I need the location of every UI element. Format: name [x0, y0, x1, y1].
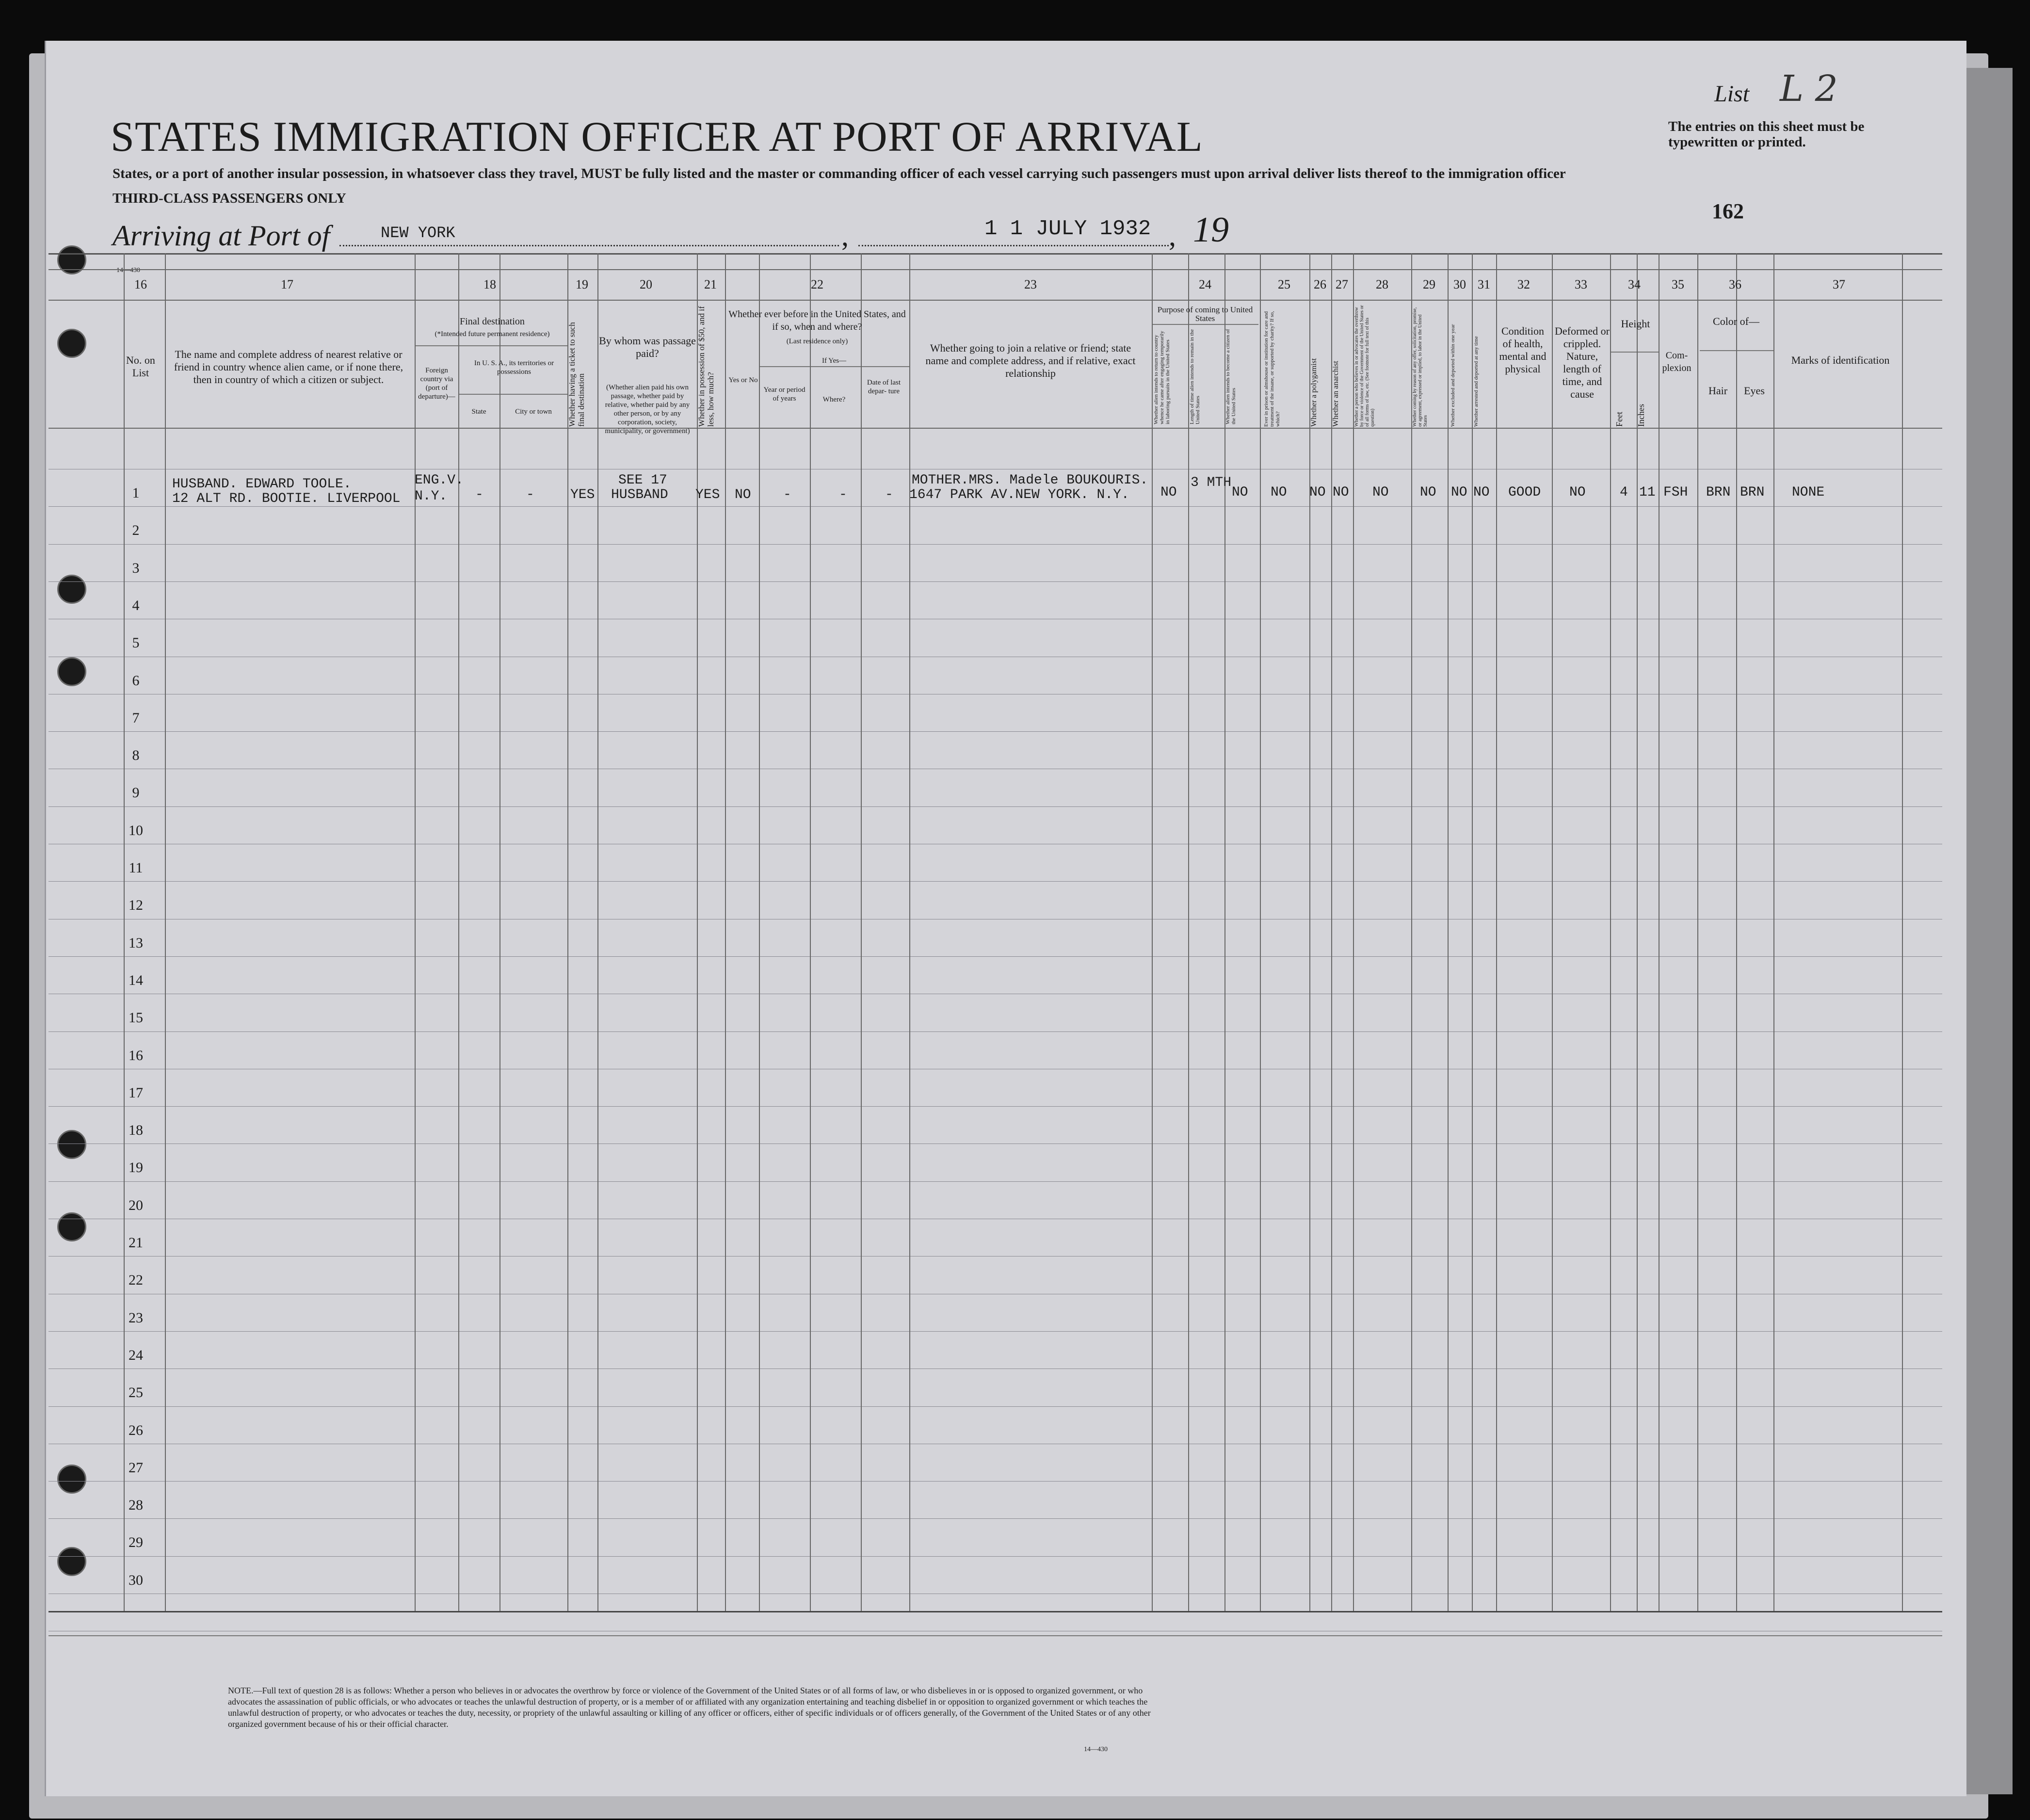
column-rule	[1331, 253, 1332, 1611]
header-overthrow: Whether a person who believes in or advocates the overthrow by force or violence of the Government of the United States or of all forms of law, etc. (See footnote for full text of this question)	[1354, 305, 1375, 427]
year-prefix: 19	[1193, 210, 1229, 250]
row-number: 9	[132, 785, 140, 801]
column-rule	[1188, 253, 1189, 1611]
header-final-destination-note: (*Intended future permanent residence)	[435, 330, 550, 338]
row-number: 26	[129, 1422, 143, 1438]
row-number: 20	[129, 1197, 143, 1213]
entry-ticket: YES	[570, 487, 595, 502]
entry-state: -	[475, 487, 483, 502]
entry-deformed: NO	[1569, 485, 1586, 500]
entry-offer: NO	[1420, 485, 1436, 500]
header-join-relative: Whether going to join a relative or friend; state name and complete address, and if relative, exact relationship	[925, 342, 1136, 379]
header-labor-offer: Whether coming by reason of any offer, solicitation, promise, or agreement, expressed or implied, to labor in the United States	[1412, 307, 1428, 427]
list-label: List	[1714, 81, 1750, 107]
entry-paid-by: SEE 17	[618, 473, 667, 488]
column-rule	[909, 253, 910, 1611]
column-number: 22	[811, 277, 823, 291]
entry-return: NO	[1160, 485, 1177, 500]
header-list-no: No. on List	[126, 354, 155, 379]
column-rule	[1260, 253, 1261, 1611]
header-purpose: Purpose of coming to United States	[1157, 305, 1253, 323]
row-number: 10	[129, 822, 143, 838]
entry-relative-name: HUSBAND. EDWARD TOOLE.	[172, 477, 352, 492]
column-rule	[499, 253, 500, 1611]
comma-separator: ,	[841, 220, 849, 252]
header-intends-return: Whether alien intends to return to country whence he came after engaging temporarily in laboring pursuits in the United States	[1153, 331, 1171, 424]
header-arrested: Whether arrested and deported at any time	[1473, 336, 1479, 427]
column-number: 37	[1833, 277, 1845, 291]
row-number: 21	[129, 1235, 143, 1251]
page-number: 162	[1712, 199, 1744, 223]
entry-polygamist: NO	[1309, 485, 1326, 500]
row-number: 30	[129, 1572, 143, 1588]
entry-citizen: NO	[1232, 485, 1248, 500]
manifest-sheet	[45, 41, 1966, 1796]
entry-complexion: FSH	[1663, 485, 1688, 500]
column-rule	[415, 253, 416, 1611]
arriving-label: Arriving at Port of	[113, 220, 330, 252]
row-number: 1	[132, 485, 140, 501]
column-number: 20	[640, 277, 652, 291]
header-anarchist: Whether an anarchist	[1332, 361, 1340, 427]
binder-hole	[57, 1212, 86, 1241]
row-number: 8	[132, 747, 140, 763]
subheader-rule	[1611, 352, 1659, 353]
column-rule	[1496, 253, 1497, 1611]
column-rule	[1552, 253, 1553, 1611]
entry-relative-address: 12 ALT RD. BOOTIE. LIVERPOOL	[172, 491, 401, 506]
entry-marks: NONE	[1792, 485, 1825, 500]
binder-hole	[57, 1465, 86, 1494]
row-number: 16	[129, 1047, 143, 1063]
row-number: 24	[129, 1347, 143, 1363]
column-number: 34	[1628, 277, 1641, 291]
entry-length: 3 MTH	[1191, 475, 1232, 490]
entry-eyes: BRN	[1740, 485, 1765, 500]
header-deformed: Deformed or crippled. Nature, length of time, and cause	[1554, 325, 1610, 400]
entry-foreign-country: ENG.V.	[415, 473, 464, 488]
column-number: 25	[1278, 277, 1290, 291]
row-number: 29	[129, 1534, 143, 1550]
column-number: 35	[1672, 277, 1684, 291]
column-rule	[567, 253, 568, 1611]
column-rule	[725, 253, 726, 1611]
column-number: 33	[1575, 277, 1587, 291]
row-number: 15	[129, 1010, 143, 1026]
header-complexion: Com- plexion	[1662, 350, 1692, 373]
class-line: THIRD-CLASS PASSENGERS ONLY	[113, 191, 346, 206]
row-number: 19	[129, 1160, 143, 1176]
form-bottom-rule-2	[48, 1635, 1942, 1636]
row-number: 6	[132, 673, 140, 689]
header-inches: Inches	[1636, 404, 1646, 427]
column-rule	[1902, 253, 1903, 1611]
column-number: 30	[1453, 277, 1466, 291]
entry-before-date: -	[885, 487, 893, 502]
binder-hole	[57, 245, 86, 274]
column-number: 21	[704, 277, 717, 291]
header-length-of-stay: Length of time alien intends to remain in the United States	[1189, 329, 1201, 424]
binder-hole	[57, 575, 86, 604]
subheader-rule	[759, 366, 909, 367]
entry-prison: NO	[1271, 485, 1287, 500]
header-polygamist: Whether a polygamist	[1310, 358, 1318, 427]
column-rule	[1637, 253, 1638, 1611]
entry-hair: BRN	[1706, 485, 1731, 500]
column-rule	[861, 253, 862, 1611]
page-title: STATES IMMIGRATION OFFICER AT PORT OF ARRIVAL	[111, 113, 1203, 161]
column-rule	[759, 253, 760, 1611]
header-marks: Marks of identification	[1791, 354, 1890, 366]
port-value: NEW YORK	[381, 224, 455, 242]
entry-anarchist: NO	[1333, 485, 1349, 500]
header-eyes: Eyes	[1744, 385, 1765, 397]
row-number: 11	[129, 860, 143, 876]
column-rule	[1448, 253, 1449, 1611]
footnote: NOTE.—Full text of question 28 is as follows: Whether a person who believes in or advocates the overthrow by force or violence of the Government of the United States or of all forms of law, or who disbelieves in or is opposed to organized government, or who advocates the assassination of public officials, or who advocates or teaches the unlawful destruction of property, or is a member of or affiliated with any organization entertaining and teaching disbelief in or opposition to organized government or which teaches the unlawful destruction of property, or who advocates or teaches the duty, necessity, or propriety of the unlawful assaulting or killing of any officer or officers, either of specific individuals or of officers generally, of the Government of the United States or of any other organized government because of his or their official character.	[228, 1686, 1151, 1729]
entry-fifty: YES	[695, 487, 720, 502]
row-number: 22	[129, 1272, 143, 1288]
column-rule	[1152, 253, 1153, 1611]
row-number: 27	[129, 1460, 143, 1476]
header-ever-before: Whether ever before in the United States, and if so, when and where?	[728, 309, 906, 332]
header-relative: The name and complete address of nearest relative or friend in country whence alien came, or if none there, then in country of which a citizen or subject.	[174, 348, 403, 386]
header-state: State	[471, 408, 486, 416]
column-number: 18	[483, 277, 496, 291]
column-rule	[165, 253, 166, 1611]
entry-excluded: NO	[1451, 485, 1467, 500]
binder-hole	[57, 657, 86, 686]
row-number: 17	[129, 1085, 143, 1101]
header-if-yes: If Yes—	[822, 357, 846, 365]
column-rule	[597, 253, 598, 1611]
column-rule	[1736, 253, 1737, 1611]
row-number: 7	[132, 710, 140, 726]
header-passage-paid: By whom was passage paid?	[599, 335, 696, 359]
header-foreign-country: Foreign country via (port of departure)—	[418, 367, 455, 401]
header-departure-date: Date of last depar- ture	[867, 379, 901, 395]
row-number: 25	[129, 1385, 143, 1401]
column-number: 28	[1376, 277, 1388, 291]
header-excluded: Whether excluded and deported within one year	[1450, 324, 1456, 427]
date-value: 1 1 JULY 1932	[984, 217, 1151, 241]
form-code: 14—430	[116, 267, 140, 274]
column-number: 17	[281, 277, 293, 291]
header-passage-paid-note: (Whether alien paid his own passage, whether paid by relative, whether paid by any other person, or by any corporation, society, municipality, or government)	[605, 384, 690, 435]
row-number: 14	[129, 972, 143, 988]
column-rule	[1610, 253, 1611, 1611]
port-dotted-line	[339, 245, 839, 246]
column-rule	[1472, 253, 1473, 1611]
entry-city: -	[526, 487, 534, 502]
binder-hole	[57, 329, 86, 358]
column-rule	[1224, 253, 1225, 1611]
entry-paid-by-2: HUSBAND	[611, 487, 668, 502]
column-number: 23	[1024, 277, 1037, 291]
column-number: 32	[1517, 277, 1530, 291]
entries-note: The entries on this sheet must be typewritten or printed.	[1668, 119, 1865, 150]
header-city: City or town	[515, 408, 552, 416]
header-height: Height	[1621, 318, 1650, 330]
date-dotted-line	[858, 245, 1169, 246]
header-last-residence: (Last residence only)	[786, 338, 848, 345]
binder-hole	[57, 1547, 86, 1576]
column-number: 31	[1478, 277, 1490, 291]
row-number: 5	[132, 635, 140, 651]
row-number: 12	[129, 897, 143, 913]
column-number: 27	[1336, 277, 1348, 291]
subheader-rule	[458, 394, 567, 395]
entry-join-name: MOTHER.MRS. Madele BOUKOURIS.	[912, 473, 1148, 488]
column-rule	[810, 253, 811, 1611]
entry-foreign-port: N.Y.	[415, 489, 448, 504]
column-rule	[1353, 253, 1354, 1611]
column-rule	[458, 253, 459, 1611]
column-rule	[1697, 253, 1698, 1611]
entry-arrested: NO	[1473, 485, 1490, 500]
row-number: 3	[132, 560, 140, 576]
column-number: 36	[1729, 277, 1741, 291]
header-color-of: Color of—	[1713, 315, 1759, 327]
column-rule	[1773, 253, 1774, 1611]
instructions-line: States, or a port of another insular possession, in whatsoever class they travel, MUST be fully listed and the master or commanding officer of each vessel carrying such passengers must upon arrival deliver lists thereof to the immigration officer	[113, 166, 1566, 181]
row-number: 13	[129, 935, 143, 951]
row-number: 23	[129, 1310, 143, 1326]
row-number: 18	[129, 1122, 143, 1138]
header-become-citizen: Whether alien intends to become a citizen of the United States	[1225, 329, 1237, 424]
column-number: 26	[1314, 277, 1326, 291]
entry-before-yesno: NO	[735, 487, 751, 502]
entry-inches: 11	[1639, 485, 1656, 500]
footnote-form-code: 14—430	[1084, 1746, 1108, 1753]
row-number: 28	[129, 1497, 143, 1513]
header-where: Where?	[822, 396, 846, 403]
list-value: L 2	[1780, 68, 1838, 110]
row-number: 2	[132, 522, 140, 538]
entry-overthrow: NO	[1372, 485, 1389, 500]
column-rule	[124, 253, 125, 1611]
header-final-destination: Final destination	[460, 316, 525, 327]
header-health: Condition of health, mental and physical	[1499, 325, 1547, 375]
header-prison: Ever in prison or almshouse or institution for care and treatment of the insane, or supported by charity? If so, which?	[1263, 311, 1281, 427]
form-bottom-rule	[48, 1611, 1942, 1612]
column-number: 16	[134, 277, 147, 291]
subheader-rule	[1152, 324, 1258, 325]
row-number: 4	[132, 597, 140, 613]
subheader-rule	[415, 345, 567, 346]
binder-hole	[57, 1130, 86, 1159]
header-year: Year or period of years	[763, 386, 806, 403]
entry-health: GOOD	[1508, 485, 1541, 500]
header-hair: Hair	[1708, 385, 1728, 397]
header-us-territories: In U. S. A., its territories or possessions	[474, 359, 554, 376]
entry-join-address: 1647 PARK AV.NEW YORK. N.Y.	[909, 487, 1129, 502]
header-fifty-dollars: Whether in possession of $50, and if less, how much?	[697, 306, 715, 427]
column-number: 29	[1423, 277, 1435, 291]
header-yes-no: Yes or No	[728, 376, 758, 384]
column-rule	[1411, 253, 1412, 1611]
column-number: 19	[576, 277, 588, 291]
entry-before-where: -	[839, 487, 847, 502]
entry-feet: 4	[1620, 485, 1628, 500]
column-rule	[697, 253, 698, 1611]
entry-before-year: -	[783, 487, 791, 502]
header-feet: Feet	[1614, 412, 1624, 427]
comma-separator: ,	[1169, 220, 1176, 252]
column-rule	[1309, 253, 1310, 1611]
column-number: 24	[1199, 277, 1211, 291]
header-ticket: Whether having a ticket to such final destination	[567, 322, 586, 427]
